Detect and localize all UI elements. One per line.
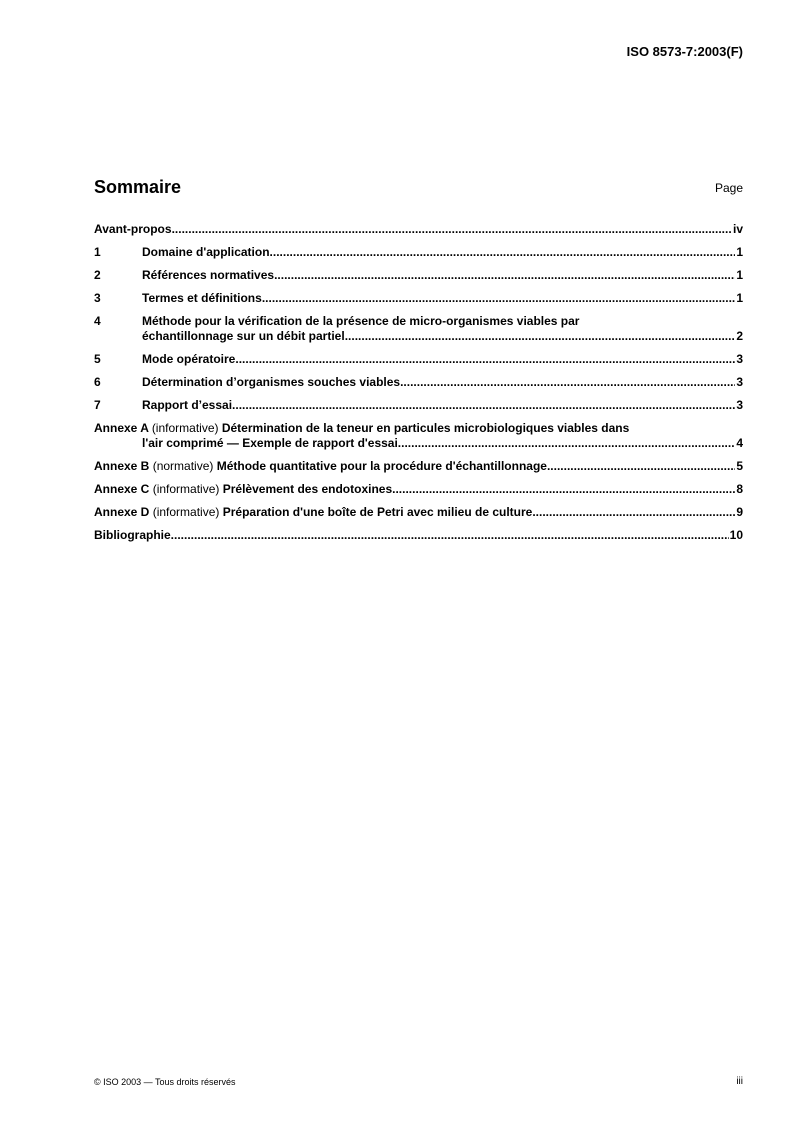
toc-entry-text: Rapport d’essai <box>142 398 233 412</box>
toc-entry-text: Références normatives <box>142 268 275 282</box>
dot-leader <box>172 222 732 237</box>
toc-entry-text: échantillonnage sur un débit partiel <box>142 329 345 343</box>
toc-entry-4[interactable] <box>94 314 743 344</box>
toc-entry-text-line1: Méthode pour la vérification de la présence de micro-organismes viables par <box>142 314 580 328</box>
dot-leader <box>345 329 736 344</box>
toc-entry-text: Détermination d’organismes souches viables <box>142 375 401 389</box>
toc-entry-page: 3 <box>736 398 743 412</box>
dot-leader <box>262 291 736 306</box>
dot-leader <box>235 352 735 367</box>
toc-entry-text-line1 <box>94 421 743 436</box>
dot-leader <box>392 482 735 497</box>
toc-entry-text: Domaine d'application <box>142 245 270 259</box>
toc-entry-page: 1 <box>736 268 743 282</box>
toc-entry-text: Termes et définitions <box>142 291 262 305</box>
dot-leader <box>270 245 736 260</box>
toc-entry-page: 4 <box>736 436 743 450</box>
dot-leader <box>232 398 735 413</box>
annex-kind: (normative) <box>152 459 214 473</box>
annex-kind: (informative) <box>152 482 220 496</box>
toc-entry-number: 6 <box>94 375 101 389</box>
toc-entry-page: iv <box>732 222 743 236</box>
toc-entry-page: 10 <box>729 528 743 542</box>
table-of-contents <box>94 222 743 551</box>
dot-leader <box>274 268 735 283</box>
toc-entry-text: Bibliographie <box>94 528 171 542</box>
page-column-label: Page <box>714 181 743 195</box>
document-reference: ISO 8573-7:2003(F) <box>626 44 743 59</box>
toc-entry-page: 9 <box>736 505 743 519</box>
annex-label: Annexe D <box>94 505 150 519</box>
dot-leader <box>400 375 735 390</box>
toc-entry-1[interactable] <box>94 245 743 260</box>
annex-label: Annexe B <box>94 459 150 473</box>
toc-entry-annex-b[interactable] <box>94 459 743 474</box>
toc-entry-7[interactable] <box>94 398 743 413</box>
toc-entry-6[interactable] <box>94 375 743 390</box>
toc-entry-number: 2 <box>94 268 101 282</box>
toc-entry-number: 5 <box>94 352 101 366</box>
toc-entry-page: 3 <box>736 375 743 389</box>
annex-label: Annexe A <box>94 421 149 435</box>
annex-label: Annexe C <box>94 482 150 496</box>
annex-kind: (informative) <box>151 421 219 435</box>
toc-entry-annex-d[interactable] <box>94 505 743 520</box>
toc-entry-number: 1 <box>94 245 101 259</box>
toc-entry-text: Prélèvement des endotoxines <box>222 482 393 496</box>
toc-entry-number: 3 <box>94 291 101 305</box>
toc-entry-annex-c[interactable] <box>94 482 743 497</box>
toc-entry-page: 1 <box>736 245 743 259</box>
toc-entry-text: Mode opératoire <box>142 352 236 366</box>
toc-entry-page: 2 <box>736 329 743 343</box>
toc-entry-page: 5 <box>736 459 743 473</box>
footer-copyright: © ISO 2003 — Tous droits réservés <box>94 1077 236 1087</box>
toc-entry-foreword[interactable] <box>94 222 743 237</box>
toc-entry-text: Méthode quantitative pour la procédure d'échantillonnage <box>216 459 547 473</box>
toc-entry-3[interactable] <box>94 291 743 306</box>
dot-leader <box>532 505 735 520</box>
toc-entry-number: 4 <box>94 314 101 328</box>
toc-title: Sommaire <box>94 177 182 197</box>
toc-entry-page: 1 <box>736 291 743 305</box>
toc-entry-annex-a[interactable] <box>94 421 743 451</box>
annex-kind: (informative) <box>152 505 220 519</box>
toc-entry-bibliography[interactable] <box>94 528 743 543</box>
dot-leader <box>171 528 729 543</box>
toc-entry-2[interactable] <box>94 268 743 283</box>
toc-entry-text: Avant-propos <box>94 222 172 236</box>
toc-entry-page: 3 <box>736 352 743 366</box>
footer-page-number: iii <box>736 1076 743 1087</box>
dot-leader <box>547 459 735 474</box>
toc-entry-number: 7 <box>94 398 101 412</box>
toc-entry-text: Préparation d'une boîte de Petri avec milieu de culture <box>222 505 533 519</box>
toc-entry-page: 8 <box>736 482 743 496</box>
annex-title-line1: Détermination de la teneur en particules microbiologiques viables dans <box>221 421 630 435</box>
dot-leader <box>398 436 736 451</box>
toc-entry-text: l'air comprimé — Exemple de rapport d'essai <box>142 436 398 450</box>
toc-entry-5[interactable] <box>94 352 743 367</box>
